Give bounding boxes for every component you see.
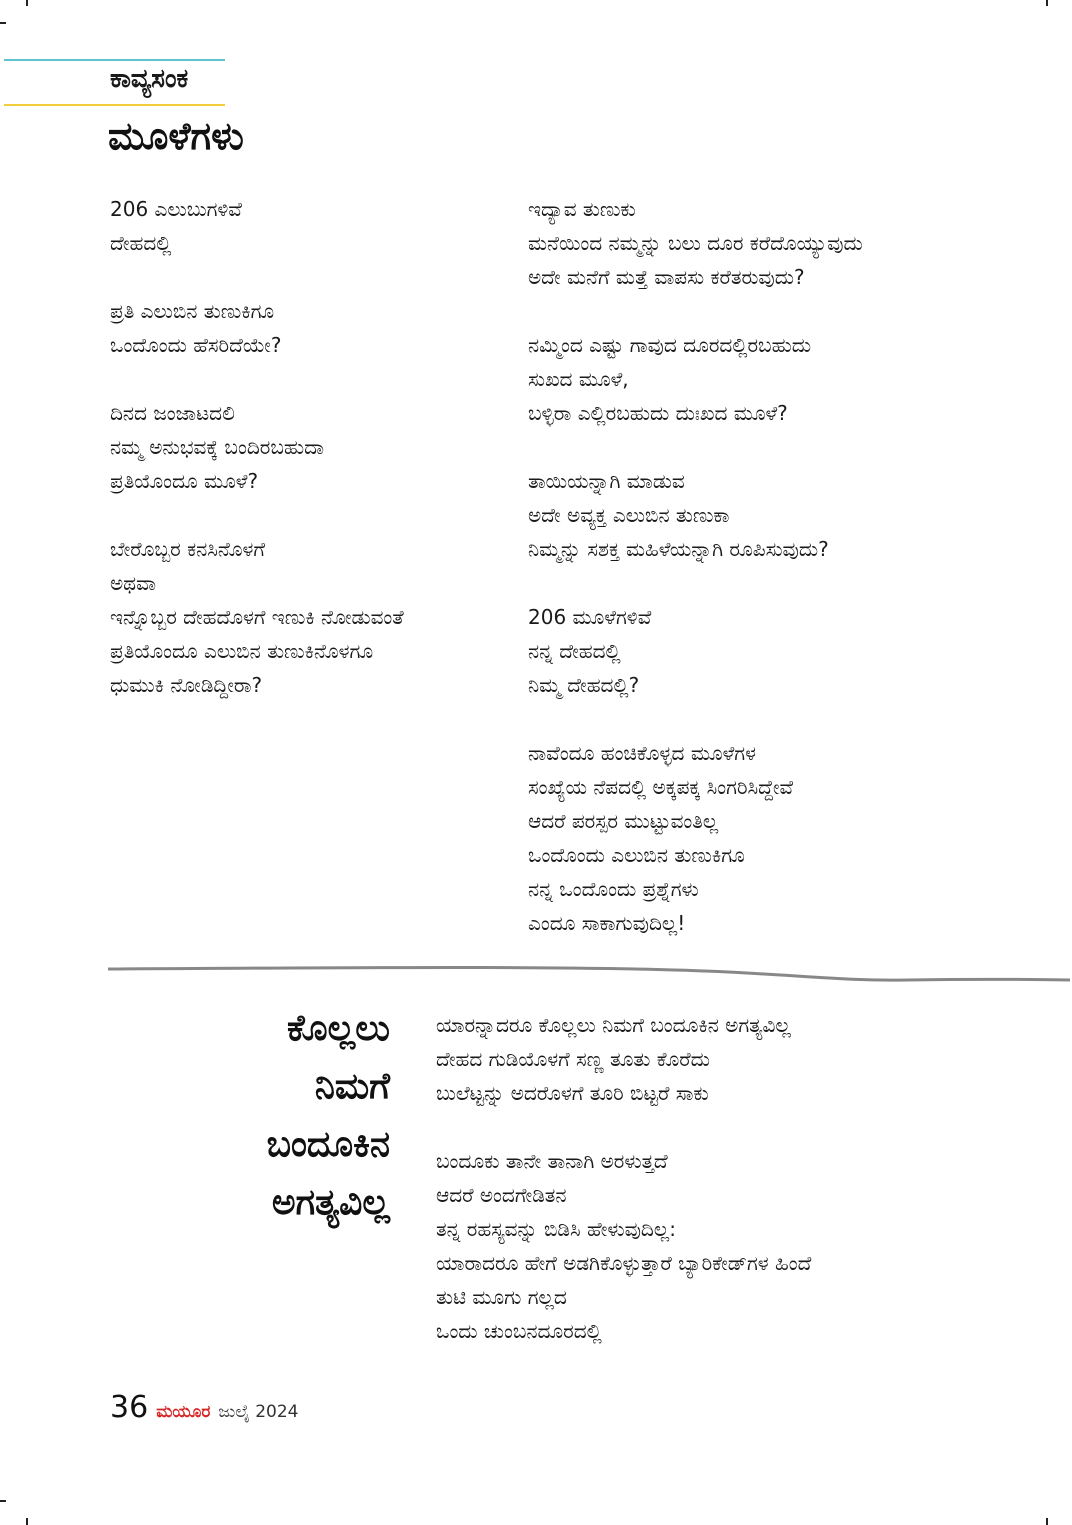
poem-line: ನಿಮ್ಮ ದೇಹದಲ್ಲಿ? <box>528 673 640 697</box>
poem-line: ತನ್ನ ರಹಸ್ಯವನ್ನು ಬಿಡಿಸಿ ಹೇಳುವುದಿಲ್ಲ: <box>436 1217 676 1241</box>
poem-line: ಮನೆಯಿಂದ ನಮ್ಮನ್ನು ಬಲು ದೂರ ಕರೆದೊಯ್ಯುವುದು <box>528 231 863 255</box>
poem-line: ಬುಲೆಟ್ಟನ್ನು ಅದರೊಳಗೆ ತೂರಿ ಬಿಟ್ಟರೆ ಸಾಕು <box>436 1081 709 1105</box>
section-label: ಕಾವ್ಯಸಂಕ <box>110 64 189 94</box>
magazine-logo: ಮಯೂರ <box>156 1402 211 1422</box>
poem-title: ಮೂಳೆಗಳು <box>108 114 244 158</box>
poem-line: ಅದೇ ಮನೆಗೆ ಮತ್ತೆ ವಾಪಸು ಕರೆತರುವುದು? <box>528 265 805 289</box>
crop-mark <box>1046 0 1048 6</box>
poem-line: ದೇಹದ ಗುಡಿಯೊಳಗೆ ಸಣ್ಣ ತೂತು ಕೊರೆದು <box>436 1047 710 1071</box>
poem-line: ಒಂದೊಂದು ಹೆಸರಿದೆಯೇ? <box>110 333 282 357</box>
poem-line: ಬಳ್ಳಿರಾ ಎಲ್ಲಿರಬಹುದು ದುಃಖದ ಮೂಳೆ? <box>528 401 788 425</box>
stanza-gap <box>528 702 863 736</box>
section-divider <box>108 950 1070 1000</box>
poem-line: ನನ್ನ ಒಂದೊಂದು ಪ್ರಶ್ನೆಗಳು <box>528 877 699 901</box>
poem-line: ಪ್ರತಿ ಎಲುಬಿನ ತುಣುಕಿಗೂ <box>110 299 275 323</box>
poem-line: ನಾವೆಂದೂ ಹಂಚಿಕೊಳ್ಳದ ಮೂಳೆಗಳ <box>528 741 756 765</box>
poem-line: ನನ್ನ ದೇಹದಲ್ಲಿ <box>528 639 621 663</box>
poem-line: ನಿಮ್ಮನ್ನು ಸಶಕ್ತ ಮಹಿಳೆಯನ್ನಾಗಿ ರೂಪಿಸುವುದು? <box>528 537 829 561</box>
poem-line: ಪ್ರತಿಯೊಂದೂ ಎಲುಬಿನ ತುಣುಕಿನೊಳಗೂ <box>110 639 374 663</box>
poem-line: 206 ಎಲುಬುಗಳಿವೆ <box>110 197 242 221</box>
poem1-left-column <box>110 192 404 702</box>
poem2-title-line: ಕೊಲ್ಲಲು <box>287 1008 390 1049</box>
poem-line: ಒಂದು ಚುಂಬನದೂರದಲ್ಲಿ <box>436 1319 602 1343</box>
poem-line: ಬೇರೊಬ್ಬರ ಕನಸಿನೊಳಗೆ <box>110 537 266 561</box>
stanza-gap <box>528 294 863 328</box>
poem-line: ಆದರೆ ಪರಸ್ಪರ ಮುಟ್ಟುವಂತಿಲ್ಲ <box>528 809 719 833</box>
poem-line: ಸುಖದ ಮೂಳೆ, <box>528 367 629 391</box>
poem-line: ಪ್ರತಿಯೊಂದೂ ಮೂಳೆ? <box>110 469 259 493</box>
stanza-gap <box>528 566 863 600</box>
stanza-gap <box>436 1110 811 1144</box>
crop-mark <box>26 1518 28 1525</box>
poem-line: ಧುಮುಕಿ ನೋಡಿದ್ದೀರಾ? <box>110 673 263 697</box>
issue-date: ಜುಲೈ 2024 <box>218 1402 299 1422</box>
poem-line: ಇದ್ಯಾವ ತುಣುಕು <box>528 197 636 221</box>
poem2-title <box>90 1000 390 1232</box>
poem-line: ಒಂದೊಂದು ಎಲುಬಿನ ತುಣುಕಿಗೂ <box>528 843 745 867</box>
poem-line: ಅಥವಾ <box>110 571 156 595</box>
stanza-gap <box>110 362 404 396</box>
page-footer <box>110 1390 298 1425</box>
poem-line: ಯಾರಾದರೂ ಹೇಗೆ ಅಡಗಿಕೊಳ್ಳುತ್ತಾರೆ ಬ್ಯಾರಿಕೇಡ್‌ಗಳ ಹಿಂದೆ <box>436 1251 812 1275</box>
stanza-gap <box>110 260 404 294</box>
poem-line: ನಮ್ಮ ಅನುಭವಕ್ಕೆ ಬಂದಿರಬಹುದಾ <box>110 435 325 459</box>
poem-line: ಬಂದೂಕು ತಾನೇ ತಾನಾಗಿ ಅರಳುತ್ತದೆ <box>436 1149 668 1173</box>
poem-line: ಸಂಖ್ಯೆಯ ನೆಪದಲ್ಲಿ ಅಕ್ಕಪಕ್ಕ ಸಿಂಗರಿಸಿದ್ದೇವೆ <box>528 775 794 799</box>
stanza-gap <box>528 430 863 464</box>
poem-line: ತಾಯಿಯನ್ನಾಗಿ ಮಾಡುವ <box>528 469 685 493</box>
crop-mark <box>0 1500 6 1502</box>
poem2-title-line: ನಿಮಗೆ <box>314 1066 390 1107</box>
stanza-gap <box>110 498 404 532</box>
poem-line: ತುಟಿ ಮೂಗು ಗಲ್ಲದ <box>436 1285 567 1309</box>
poem-line: ದೇಹದಲ್ಲಿ <box>110 231 172 255</box>
poem-line: ಯಾರನ್ನಾದರೂ ಕೊಲ್ಲಲು ನಿಮಗೆ ಬಂದೂಕಿನ ಅಗತ್ಯವಿಲ್ಲ <box>436 1013 791 1037</box>
poem-line: ಅದೇ ಅವ್ಯಕ್ತ ಎಲುಬಿನ ತುಣುಕಾ <box>528 503 730 527</box>
poem2-body <box>436 1008 811 1348</box>
poem-line: ನಮ್ಮಿಂದ ಎಷ್ಟು ಗಾವುದ ದೂರದಲ್ಲಿರಬಹುದು <box>528 333 812 357</box>
header-rule-top <box>4 59 225 61</box>
crop-mark <box>0 22 6 24</box>
poem2-title-line: ಬಂದೂಕಿನ <box>266 1124 390 1165</box>
header-rule-bottom <box>4 104 225 106</box>
poem-line: 206 ಮೂಳೆಗಳಿವೆ <box>528 605 652 629</box>
crop-mark <box>1046 1518 1048 1525</box>
poem2-title-line: ಅಗತ್ಯವಿಲ್ಲ <box>271 1182 390 1223</box>
poem1-right-column <box>528 192 863 940</box>
poem-line: ಆದರೆ ಅಂದಗೇಡಿತನ <box>436 1183 567 1207</box>
poem-line: ದಿನದ ಜಂಜಾಟದಲಿ <box>110 401 235 425</box>
crop-mark <box>26 0 28 6</box>
poem-line: ಇನ್ನೊಬ್ಬರ ದೇಹದೊಳಗೆ ಇಣುಕಿ ನೋಡುವಂತೆ <box>110 605 404 629</box>
poem-line: ಎಂದೂ ಸಾಕಾಗುವುದಿಲ್ಲ! <box>528 911 686 935</box>
page-number: 36 <box>110 1390 149 1425</box>
